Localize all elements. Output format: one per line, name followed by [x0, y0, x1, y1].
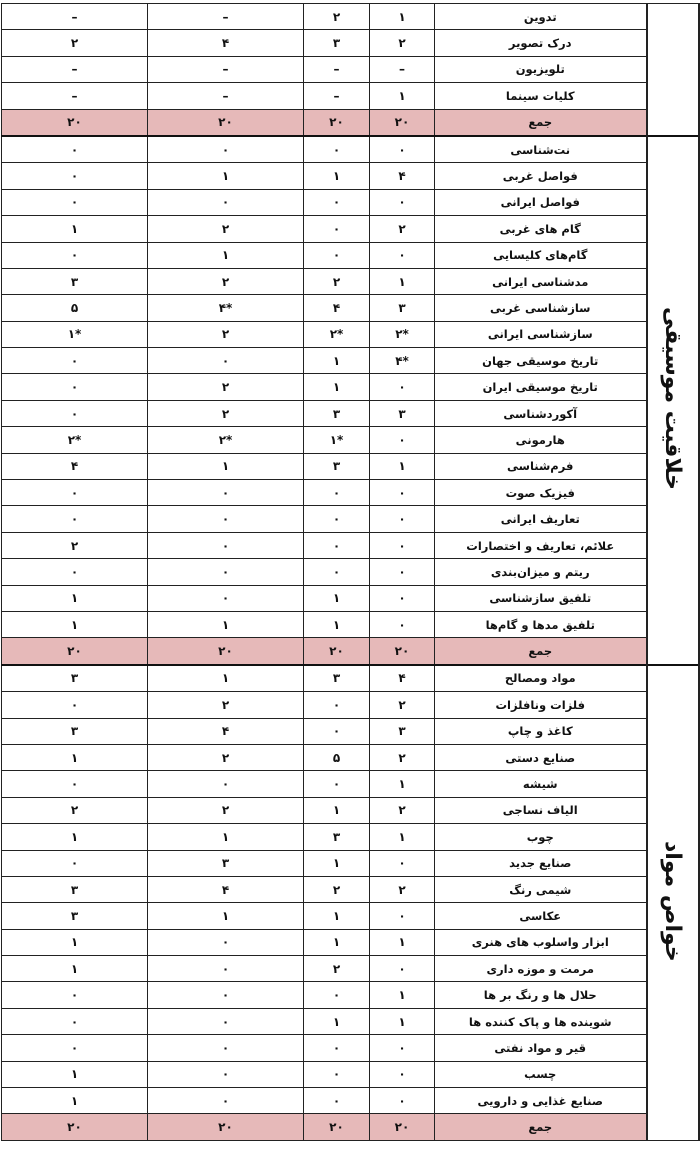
sum-label: جمع [435, 109, 647, 136]
value-cell-4: ۱ [2, 1088, 148, 1114]
value-cell-1: ۰ [370, 189, 435, 215]
table-row [2, 30, 699, 56]
value-cell-4: ۳ [2, 665, 148, 692]
table-row [2, 83, 699, 109]
value-cell-3: ۲ [148, 692, 304, 718]
value-cell-4: ۳ [2, 268, 148, 294]
table-row [2, 136, 699, 163]
value-cell-1: ۱ [370, 824, 435, 850]
value-cell-2: ۱ [304, 1008, 370, 1034]
value-cell-1: ۲ [370, 692, 435, 718]
value-cell-4: ۱ [2, 956, 148, 982]
value-cell-2: ۰ [304, 692, 370, 718]
value-cell-1: ۱ [370, 982, 435, 1008]
table-row [2, 744, 699, 770]
value-cell-1: ۳ [370, 400, 435, 426]
topic-cell: مرمت و موزه داری [435, 956, 647, 982]
topic-cell: شیمی رنگ [435, 876, 647, 902]
table-row [2, 876, 699, 902]
value-cell-2: – [304, 56, 370, 82]
value-cell-2: ۰ [304, 242, 370, 268]
table-row [2, 532, 699, 558]
value-cell-2: ۰ [304, 1088, 370, 1114]
section-label-cell [647, 136, 699, 665]
value-cell-4: ۰ [2, 348, 148, 374]
value-cell-3: ۳ [148, 850, 304, 876]
table-row [2, 242, 699, 268]
table-row [2, 295, 699, 321]
value-cell-2: ۰ [304, 1035, 370, 1061]
value-cell-2: ۳ [304, 824, 370, 850]
value-cell-3: ۱ [148, 242, 304, 268]
value-cell-3: ۲ [148, 216, 304, 242]
value-cell-1: ۰ [370, 480, 435, 506]
value-cell-1: *۲ [370, 321, 435, 347]
value-cell-2: – [304, 83, 370, 109]
value-cell-4: ۰ [2, 480, 148, 506]
section-label-cell [647, 4, 699, 136]
value-cell-3: ۰ [148, 1088, 304, 1114]
topic-cell: شوینده ها و پاک کننده ها [435, 1008, 647, 1034]
value-cell-3: – [148, 56, 304, 82]
value-cell-1: ۰ [370, 532, 435, 558]
value-cell-2: ۴ [304, 295, 370, 321]
topic-cell: تاریخ موسیقی ایران [435, 374, 647, 400]
topic-cell: عکاسی [435, 903, 647, 929]
sum-row [2, 109, 699, 136]
topic-cell: تعاریف ایرانی [435, 506, 647, 532]
value-cell-1: ۲۰ [370, 1114, 435, 1140]
value-cell-4: ۲۰ [2, 638, 148, 665]
value-cell-2: ۲ [304, 268, 370, 294]
value-cell-3: *۲ [148, 427, 304, 453]
value-cell-1: ۴ [370, 163, 435, 189]
topic-cell: گام های غربی [435, 216, 647, 242]
value-cell-1: ۰ [370, 585, 435, 611]
value-cell-3: ۱ [148, 665, 304, 692]
value-cell-3: ۲۰ [148, 109, 304, 136]
topic-cell: تدوین [435, 4, 647, 30]
value-cell-2: ۲۰ [304, 109, 370, 136]
value-cell-3: ۰ [148, 506, 304, 532]
value-cell-3: ۰ [148, 929, 304, 955]
value-cell-2: *۲ [304, 321, 370, 347]
topic-cell: صنایع دستی [435, 744, 647, 770]
value-cell-3: ۰ [148, 480, 304, 506]
value-cell-2: ۱ [304, 611, 370, 637]
topic-cell: سازشناسی غربی [435, 295, 647, 321]
table-row [2, 718, 699, 744]
topic-cell: علائم، تعاریف و اختصارات [435, 532, 647, 558]
topic-cell: کاغذ و چاپ [435, 718, 647, 744]
sum-label: جمع [435, 1114, 647, 1140]
value-cell-4: ۱ [2, 824, 148, 850]
value-cell-2: ۱ [304, 797, 370, 823]
value-cell-4: ۰ [2, 1035, 148, 1061]
topic-cell: قیر و مواد نفتی [435, 1035, 647, 1061]
value-cell-3: ۰ [148, 771, 304, 797]
value-cell-4: ۳ [2, 903, 148, 929]
value-cell-3: ۱ [148, 824, 304, 850]
value-cell-2: ۰ [304, 480, 370, 506]
value-cell-4: – [2, 4, 148, 30]
value-cell-2: ۲۰ [304, 638, 370, 665]
value-cell-1: ۰ [370, 136, 435, 163]
value-cell-4: ۰ [2, 163, 148, 189]
table-row [2, 453, 699, 479]
value-cell-2: ۱ [304, 374, 370, 400]
value-cell-2: ۰ [304, 559, 370, 585]
value-cell-2: ۱ [304, 585, 370, 611]
value-cell-4: ۰ [2, 242, 148, 268]
topic-cell: تاریخ موسیقی جهان [435, 348, 647, 374]
value-cell-1: – [370, 56, 435, 82]
topic-cell: ریتم و میزان‌بندی [435, 559, 647, 585]
table-row [2, 611, 699, 637]
topic-cell: فیزیک صوت [435, 480, 647, 506]
value-cell-1: ۰ [370, 1088, 435, 1114]
value-cell-2: ۰ [304, 982, 370, 1008]
table-row [2, 850, 699, 876]
value-cell-1: *۴ [370, 348, 435, 374]
table-row [2, 427, 699, 453]
topic-cell: ابزار واسلوب های هنری [435, 929, 647, 955]
value-cell-1: ۲ [370, 30, 435, 56]
value-cell-3: ۱ [148, 453, 304, 479]
table-row [2, 374, 699, 400]
topic-cell: صنایع غذایی و دارویی [435, 1088, 647, 1114]
topic-cell: کلیات سینما [435, 83, 647, 109]
value-cell-4: ۰ [2, 189, 148, 215]
value-cell-1: ۰ [370, 427, 435, 453]
table-row [2, 506, 699, 532]
value-cell-1: ۱ [370, 929, 435, 955]
topic-cell: فواصل ایرانی [435, 189, 647, 215]
value-cell-4: ۱ [2, 744, 148, 770]
value-cell-4: ۳ [2, 876, 148, 902]
value-cell-1: ۱ [370, 83, 435, 109]
topic-cell: نت‌شناسی [435, 136, 647, 163]
section-label: خواص مواد [660, 840, 685, 962]
value-cell-4: ۲۰ [2, 1114, 148, 1140]
value-cell-1: ۲۰ [370, 109, 435, 136]
value-cell-1: ۱ [370, 4, 435, 30]
value-cell-3: ۴ [148, 718, 304, 744]
topic-cell: گام‌های کلیسایی [435, 242, 647, 268]
sum-row [2, 1114, 699, 1140]
value-cell-3: ۰ [148, 585, 304, 611]
value-cell-1: ۰ [370, 506, 435, 532]
table-row [2, 585, 699, 611]
value-cell-2: ۰ [304, 771, 370, 797]
value-cell-2: ۲ [304, 956, 370, 982]
value-cell-2: *۱ [304, 427, 370, 453]
value-cell-1: ۴ [370, 665, 435, 692]
table-row [2, 163, 699, 189]
topic-cell: مدشناسی ایرانی [435, 268, 647, 294]
value-cell-3: ۱ [148, 611, 304, 637]
value-cell-4: – [2, 56, 148, 82]
value-cell-3: ۲۰ [148, 1114, 304, 1140]
value-cell-3: ۰ [148, 982, 304, 1008]
value-cell-4: ۳ [2, 718, 148, 744]
value-cell-2: ۰ [304, 1061, 370, 1087]
value-cell-2: ۰ [304, 136, 370, 163]
value-cell-2: ۰ [304, 718, 370, 744]
table-row [2, 665, 699, 692]
value-cell-2: ۰ [304, 216, 370, 242]
value-cell-3: ۰ [148, 1035, 304, 1061]
topic-cell: تلفیق مدها و گام‌ها [435, 611, 647, 637]
value-cell-4: ۲ [2, 30, 148, 56]
table-body [2, 4, 699, 1141]
value-cell-2: ۰ [304, 506, 370, 532]
value-cell-1: ۰ [370, 1035, 435, 1061]
value-cell-4: ۰ [2, 771, 148, 797]
sum-row [2, 638, 699, 665]
table-row [2, 189, 699, 215]
value-cell-2: ۰ [304, 189, 370, 215]
table-row [2, 797, 699, 823]
value-cell-2: ۲۰ [304, 1114, 370, 1140]
value-cell-1: ۱ [370, 771, 435, 797]
value-cell-2: ۲ [304, 876, 370, 902]
value-cell-4: ۰ [2, 506, 148, 532]
value-cell-1: ۲ [370, 744, 435, 770]
value-cell-3: ۰ [148, 136, 304, 163]
topic-cell: چوب [435, 824, 647, 850]
value-cell-2: ۵ [304, 744, 370, 770]
value-cell-1: ۳ [370, 718, 435, 744]
table-row [2, 982, 699, 1008]
topic-cell: هارمونی [435, 427, 647, 453]
section-label: خلاقیت موسیقی [660, 307, 685, 491]
value-cell-4: *۱ [2, 321, 148, 347]
value-cell-3: ۰ [148, 956, 304, 982]
table-row [2, 956, 699, 982]
topic-cell: فلزات ونافلزات [435, 692, 647, 718]
value-cell-1: ۰ [370, 1061, 435, 1087]
topic-cell: صنایع جدید [435, 850, 647, 876]
value-cell-4: ۰ [2, 692, 148, 718]
value-cell-4: – [2, 83, 148, 109]
value-cell-3: ۲ [148, 744, 304, 770]
table-row [2, 929, 699, 955]
value-cell-2: ۱ [304, 163, 370, 189]
section-label-cell [647, 665, 699, 1141]
value-cell-1: ۲ [370, 876, 435, 902]
topic-cell: فرم‌شناسی [435, 453, 647, 479]
value-cell-2: ۳ [304, 453, 370, 479]
table-row [2, 1008, 699, 1034]
value-cell-1: ۱ [370, 268, 435, 294]
value-cell-1: ۲ [370, 216, 435, 242]
value-cell-3: ۲ [148, 268, 304, 294]
value-cell-2: ۱ [304, 348, 370, 374]
value-cell-1: ۰ [370, 242, 435, 268]
topic-cell: تلفیق سازشناسی [435, 585, 647, 611]
table-row [2, 1061, 699, 1087]
value-cell-1: ۰ [370, 850, 435, 876]
value-cell-3: ۴ [148, 876, 304, 902]
topic-cell: الیاف نساجی [435, 797, 647, 823]
topic-cell: شیشه [435, 771, 647, 797]
value-cell-2: ۳ [304, 400, 370, 426]
table-row [2, 771, 699, 797]
value-cell-3: *۴ [148, 295, 304, 321]
value-cell-1: ۲ [370, 797, 435, 823]
topic-cell: حلال ها و رنگ بر ها [435, 982, 647, 1008]
value-cell-2: ۱ [304, 929, 370, 955]
value-cell-1: ۲۰ [370, 638, 435, 665]
topic-cell: آکوردشناسی [435, 400, 647, 426]
topic-cell: چسب [435, 1061, 647, 1087]
value-cell-3: ۲۰ [148, 638, 304, 665]
value-cell-1: ۰ [370, 559, 435, 585]
value-cell-3: ۲ [148, 400, 304, 426]
table-row [2, 56, 699, 82]
value-cell-3: ۰ [148, 348, 304, 374]
value-cell-3: – [148, 4, 304, 30]
table-row [2, 4, 699, 30]
table-row [2, 216, 699, 242]
table-row [2, 1088, 699, 1114]
topic-cell: فواصل غربی [435, 163, 647, 189]
value-cell-2: ۳ [304, 665, 370, 692]
question-distribution-table [1, 3, 700, 1141]
topic-cell: تلویزیون [435, 56, 647, 82]
value-cell-1: ۱ [370, 1008, 435, 1034]
sum-label: جمع [435, 638, 647, 665]
value-cell-4: ۰ [2, 1008, 148, 1034]
value-cell-1: ۰ [370, 374, 435, 400]
value-cell-2: ۲ [304, 4, 370, 30]
value-cell-3: ۱ [148, 163, 304, 189]
table-row [2, 692, 699, 718]
value-cell-1: ۰ [370, 903, 435, 929]
table-row [2, 824, 699, 850]
topic-cell: مواد ومصالح [435, 665, 647, 692]
value-cell-3: ۱ [148, 903, 304, 929]
value-cell-3: ۴ [148, 30, 304, 56]
value-cell-4: ۰ [2, 374, 148, 400]
value-cell-3: ۰ [148, 1061, 304, 1087]
value-cell-2: ۱ [304, 903, 370, 929]
table-row [2, 559, 699, 585]
table-row [2, 400, 699, 426]
value-cell-4: ۰ [2, 136, 148, 163]
table-row [2, 348, 699, 374]
topic-cell: سازشناسی ایرانی [435, 321, 647, 347]
value-cell-4: ۴ [2, 453, 148, 479]
value-cell-4: ۰ [2, 850, 148, 876]
value-cell-1: ۳ [370, 295, 435, 321]
value-cell-4: ۲ [2, 532, 148, 558]
value-cell-3: ۰ [148, 532, 304, 558]
value-cell-3: ۰ [148, 559, 304, 585]
table-row [2, 268, 699, 294]
value-cell-4: ۱ [2, 611, 148, 637]
value-cell-4: ۱ [2, 1061, 148, 1087]
value-cell-3: – [148, 83, 304, 109]
value-cell-4: ۱ [2, 929, 148, 955]
value-cell-4: ۱ [2, 585, 148, 611]
table-row [2, 480, 699, 506]
value-cell-3: ۲ [148, 374, 304, 400]
value-cell-4: ۰ [2, 982, 148, 1008]
value-cell-2: ۰ [304, 532, 370, 558]
value-cell-4: ۰ [2, 400, 148, 426]
value-cell-1: ۰ [370, 956, 435, 982]
value-cell-3: ۲ [148, 321, 304, 347]
value-cell-4: ۰ [2, 559, 148, 585]
value-cell-4: *۲ [2, 427, 148, 453]
value-cell-1: ۰ [370, 611, 435, 637]
value-cell-3: ۰ [148, 189, 304, 215]
value-cell-3: ۲ [148, 797, 304, 823]
table-row [2, 321, 699, 347]
value-cell-1: ۱ [370, 453, 435, 479]
value-cell-3: ۰ [148, 1008, 304, 1034]
value-cell-4: ۲ [2, 797, 148, 823]
table-row [2, 1035, 699, 1061]
value-cell-4: ۵ [2, 295, 148, 321]
question-distribution-table-wrapper [1, 3, 698, 1141]
value-cell-2: ۱ [304, 850, 370, 876]
value-cell-4: ۱ [2, 216, 148, 242]
topic-cell: درک تصویر [435, 30, 647, 56]
value-cell-2: ۳ [304, 30, 370, 56]
value-cell-4: ۲۰ [2, 109, 148, 136]
table-row [2, 903, 699, 929]
